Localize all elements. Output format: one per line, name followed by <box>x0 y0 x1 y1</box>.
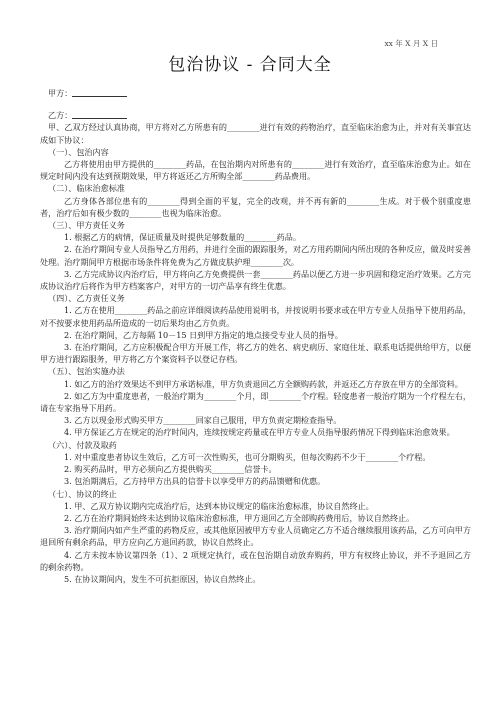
clause-paragraph: 1. 如乙方的治疗效果达不到甲方承诺标准，甲方负责退回乙方全额购药款，并返还乙方存放在甲方的全部资料。 <box>64 378 463 389</box>
section-heading: （一）、包治内容 <box>48 146 109 157</box>
clause-paragraph: 乙方将使用由甲方提供的________药品，在包治期内对所患有的________进行有效治疗，直至临床治愈为止。如在规定时间内没有达到预期效果，甲方将返还乙方所购全部________药品费用。 <box>40 159 471 182</box>
party-a-line <box>40 87 471 99</box>
clause-paragraph: 3. 治疗期间内如产生严重的药物反应，或其他原因被甲方专业人员确定乙方不适合继续服用该药品，乙方可向甲方退回所有剩余药品，甲方应向乙方退回药款，协议自然终止。 <box>40 525 471 548</box>
clause-paragraph: 1. 根据乙方的病情，保证质量及时提供足够数量的________药品。 <box>64 232 301 243</box>
clause-paragraph: 4. 甲方保证乙方在规定的治疗时间内，连续按规定药量或在甲方专业人员指导服药情况下得到临床治愈效果。 <box>64 427 455 438</box>
document-title: 包治协议 - 合同大全 <box>168 55 332 75</box>
document-body <box>40 87 471 585</box>
clause-paragraph: 5. 在协议期间内，发生不可抗拒原因，协议自然终止。 <box>64 573 261 584</box>
party-a-blank <box>72 88 127 97</box>
party-a-label: 甲方： <box>48 88 73 98</box>
clause-paragraph: 2. 乙方在治疗期间始终未达到协议临床治愈标准，甲方退回乙方全部购药费用后，协议自然终止。 <box>64 512 415 523</box>
section-heading: 甲、乙双方经过认真协商，甲方将对乙方所患有的________进行有效的药物治疗，直至临床治愈为止，并对有关事宜达成如下协议： <box>40 122 471 145</box>
clause-paragraph: 1. 对中重度患者协议生效后，乙方可一次性购买，也可分期购买，但每次购药不少于________个疗程。 <box>64 451 431 462</box>
party-b-label: 乙方： <box>48 110 73 121</box>
clause-paragraph: 3. 包治期满后，乙方持甲方出具的信誉卡以享受甲方的药品馈赠和优惠。 <box>64 476 326 487</box>
clause-paragraph: 1. 乙方在使用________药品之前应详细阅读药品使用说明书，并按说明书要求或在甲方专业人员指导下使用药品，对不按要求使用药品所造成的一切后果均由乙方负责。 <box>40 305 471 328</box>
clause-paragraph: 2. 购买药品时，甲方必须向乙方提供购买________信誉卡。 <box>64 464 277 475</box>
section-heading: （七）、协议的终止 <box>48 488 117 499</box>
clause-paragraph: 2. 在治疗期间，乙方每隔 10－15 日到甲方指定的地点接受专业人员的指导。 <box>64 329 343 340</box>
clause-paragraph: 3. 在治疗期间，乙方应积极配合甲方开展工作，将乙方的姓名、病史病历、家庭住址、联系电话提供给甲方，以便甲方进行跟踪服务，甲方将乙方个案资料予以登记存档。 <box>40 342 471 365</box>
party-b-line <box>40 109 471 121</box>
clause-paragraph: 1. 甲、乙双方协议期内完成治疗后，达到本协议规定的临床治愈标准，协议自然终止。 <box>64 500 374 511</box>
clause-paragraph: 3. 乙方以现金形式购买甲方________回家自己服用，甲方负责定期检查指导。 <box>64 415 342 426</box>
section-heading: （二）、临床治愈标准 <box>48 183 125 194</box>
clause-paragraph: 2. 在治疗期间专业人员指导乙方用药，并进行全面的跟踪服务，对乙方用药期间内所出现的各种反应，做及时妥善处理。治疗期间甲方根据市场条件将免费为乙方做皮肤护理________次。 <box>40 244 471 267</box>
clause-paragraph: 2. 如乙方为中重度患者，一般治疗期为________个月，即________个疗程。轻度患者一般治疗期为一个疗程左右，请在专家指导下用药。 <box>40 390 471 414</box>
clause-paragraph: 乙方身体各部位患有的________得到全面的平复，完全的改观，并不再有新的________生成。对于极个别重度患者，治疗后如有极少数的________也视为临床治愈。 <box>40 195 471 218</box>
section-heading: （六）、付款及取药 <box>48 439 117 450</box>
clauses <box>40 121 471 585</box>
party-b-blank <box>72 110 127 119</box>
clause-paragraph: 3. 乙方完成协议内治疗后，甲方将向乙方免费提供一套________药品以便乙方进一步巩固和稳定治疗效果。乙方完成协议治疗后将作为甲方档案客户，对甲方的一切产品享有终生优惠。 <box>40 268 471 292</box>
document-date: xx 年 X 月 X 日 <box>384 39 438 48</box>
section-heading: （五）、包治实施办法 <box>48 366 125 377</box>
section-heading: （三）、甲方责任义务 <box>48 220 125 231</box>
clause-paragraph: 4. 乙方未按本协议第四条（1）、2 项规定执行，或在包治期自动放弃购药，甲方有权终止协议，并不予退回乙方的剩余药物。 <box>40 549 471 572</box>
section-heading: （四）、乙方责任义务 <box>48 293 125 304</box>
